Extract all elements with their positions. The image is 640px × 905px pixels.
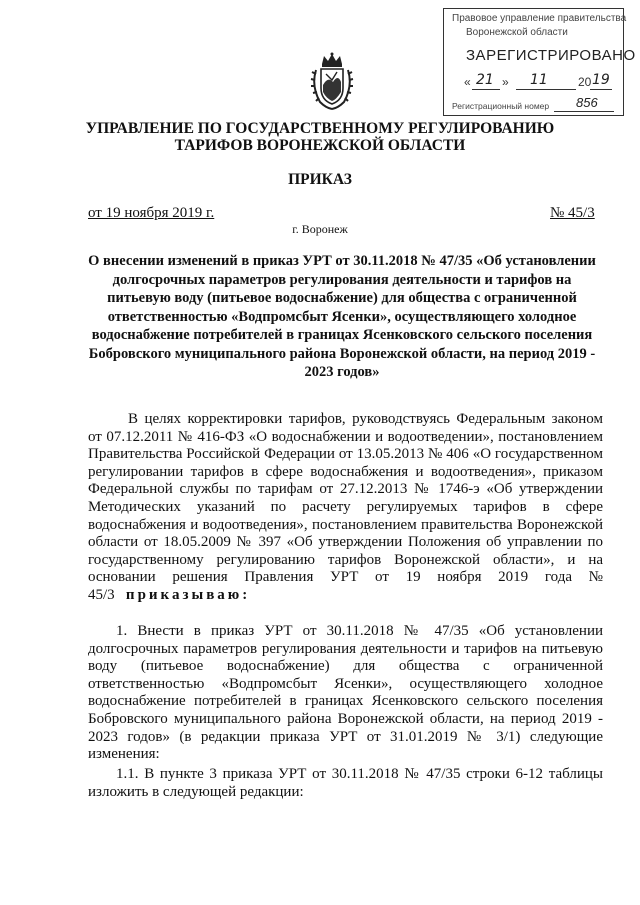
- registration-stamp: [443, 8, 636, 116]
- preamble-text: В целях корректировки тарифов, руководствуясь Федеральным законом от 07.12.2011 № 416-ФЗ «О водоснабжении и водоотведении», постановлением Правительства Российской Федерации от 13.05.2013 № 406 «О государственном регулировании тарифов в сфере водоснабжения и водоотведения», приказом Федеральной службы по тарифам от 27.12.2013 № 1746-э «Об утверждении Методических указаний по расчету регулируемых тарифов в сфере водоснабжения и водоотведения», постановлением правительства Воронежской области от 18.05.2009 № 397 «Об утверждении Положения об управлении по государственному регулированию тарифов Воронежской области», и на основании решения Правления УРТ от 19 ноября 2019 года № 45/3: [88, 411, 603, 603]
- org-title-line-1: УПРАВЛЕНИЕ ПО ГОСУДАРСТВЕННОМУ РЕГУЛИРОВАНИЮ: [85, 120, 555, 137]
- document-city: г. Воронеж: [292, 222, 348, 236]
- document-number: № 45/3: [550, 205, 595, 221]
- document-subject: О внесении изменений в приказ УРТ от 30.11.2018 № 47/35 «Об установлении долгосрочных параметров регулирования деятельности и тарифов на питьевую воду (питьевое водоснабжение) для общества с ограниченной ответственностью «Водпромсбыт Ясенки», осуществляющего холодное водоснабжение потребителей в границах Ясенковского сельского поселения Бобровского муниципального района Воронежской области, на период 2019 - 2023 годов»: [88, 253, 596, 380]
- stamp-year-prefix: 20: [578, 75, 592, 89]
- stamp-quote-open: «: [464, 75, 471, 89]
- stamp-day: 21: [476, 72, 494, 88]
- preamble-paragraph: [88, 411, 603, 605]
- document-date: от 19 ноября 2019 г.: [88, 205, 215, 221]
- stamp-date-line: [450, 72, 620, 95]
- stamp-month: 11: [530, 72, 548, 88]
- stamp-reg-label: Регистрационный номер: [452, 101, 550, 111]
- stamp-year-suffix: 19: [592, 72, 610, 88]
- stamp-registered: ЗАРЕГИСТРИРОВАНО: [466, 47, 636, 64]
- stamp-line-2: Воронежской области: [466, 27, 568, 38]
- coat-of-arms-emblem: [310, 52, 354, 112]
- stamp-quote-close: »: [502, 75, 509, 89]
- document-type: ПРИКАЗ: [288, 171, 352, 188]
- stamp-reg-number: 856: [576, 95, 598, 110]
- org-title-line-2: ТАРИФОВ ВОРОНЕЖСКОЙ ОБЛАСТИ: [174, 137, 466, 154]
- command-word: приказываю:: [125, 586, 251, 603]
- item-1-paragraph: 1. Внести в приказ УРТ от 30.11.2018 № 47/35 «Об установлении долгосрочных параметров регулирования деятельности и тарифов на питьевую воду (питьевое водоснабжение) для общества с ограниченной ответственностью «Водпромсбыт Ясенки», осуществляющего холодное водоснабжение потребителей в границах Ясенковского сельского поселения Бобровского муниципального района Воронежской области, на период 2019 - 2023 годов» (в редакции приказа УРТ от 31.01.2019 № 3/1) следующие изменения:: [88, 623, 603, 763]
- item-1-1-paragraph: 1.1. В пункте 3 приказа УРТ от 30.11.2018 № 47/35 строки 6-12 таблицы изложить в следующей редакции:: [88, 766, 603, 800]
- stamp-line-1: Правовое управление правительства: [452, 13, 627, 24]
